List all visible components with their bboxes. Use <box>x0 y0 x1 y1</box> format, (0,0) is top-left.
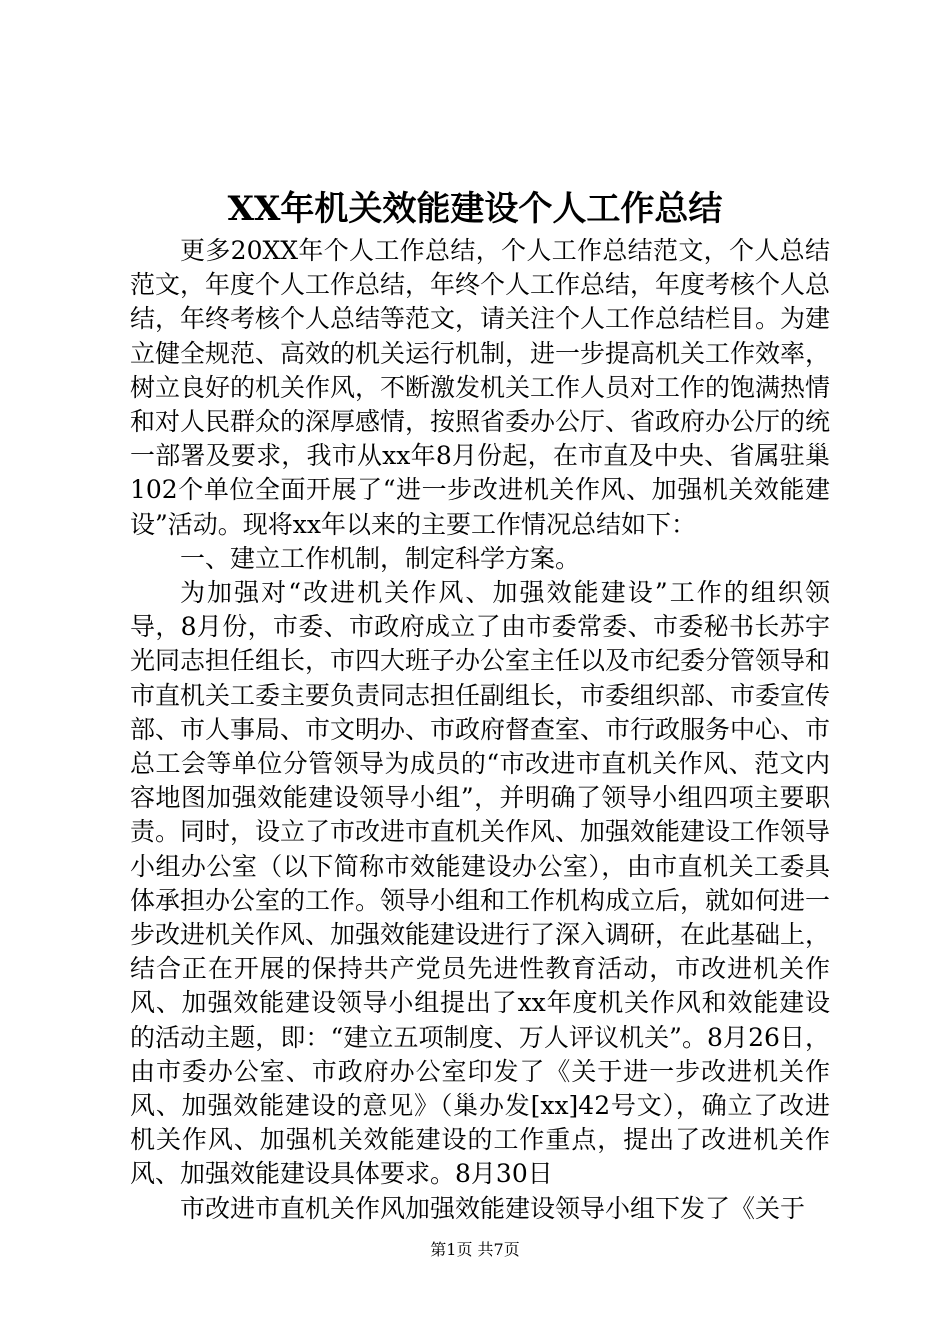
page-footer: 第1页 共7页 <box>430 1240 520 1259</box>
document-body <box>130 234 830 1226</box>
paragraph-continued: 市改进市直机关作风加强效能建设领导小组下发了《关于 <box>180 1193 806 1223</box>
document-title: XX年机关效能建设个人工作总结 <box>227 189 723 229</box>
paragraph-intro: 更多20XX年个人工作总结，个人工作总结范文，个人总结范文，年度个人工作总结，年终个人工作总结，年度考核个人总结，年终考核个人总结等范文，请关注个人工作总结栏目。为建立健全规范、高效的机关运行机制，进一步提高机关工作效率，树立良好的机关作风，不断激发机关工作人员对工作的饱满热情和对人民群众的深厚感情，按照省委办公厅、省政府办公厅的统一部署及要求，我市从xx年8月份起，在市直及中央、省属驻巢102个单位全面开展了“进一步改进机关作风、加强机关效能建设”活动。现将xx年以来的主要工作情况总结如下： <box>130 236 831 539</box>
paragraph-section-1: 为加强对“改进机关作风、加强效能建设”工作的组织领导，8月份，市委、市政府成立了由市委常委、市委秘书长苏宇光同志担任组长，市四大班子办公室主任以及市纪委分管领导和市直机关工委主要负责同志担任副组长，市委组织部、市委宣传部、市人事局、市文明办、市政府督查室、市行政服务中心、市总工会等单位分管领导为成员的“市改进市直机关作风、范文内容地图加强效能建设领导小组”，并明确了领导小组四项主要职责。同时，设立了市改进市直机关作风、加强效能建设工作领导小组办公室（以下简称市效能建设办公室），由市直机关工委具体承担办公室的工作。领导小组和工作机构成立后，就如何进一步改进机关作风、加强效能建设进行了深入调研，在此基础上，结合正在开展的保持共产党员先进性教育活动，市改进机关作风、加强效能建设领导小组提出了xx年度机关作风和效能建设的活动主题，即：“建立五项制度、万人评议机关”。8月26日，由市委办公室、市政府办公室印发了《关于进一步改进机关作风、加强效能建设的意见》（巢办发[xx]42号文），确立了改进机关作风、加强机关效能建设的工作重点，提出了改进机关作风、加强效能建设具体要求。8月30日 <box>130 578 831 1189</box>
section-heading: 一、建立工作机制，制定科学方案。 <box>180 543 581 573</box>
